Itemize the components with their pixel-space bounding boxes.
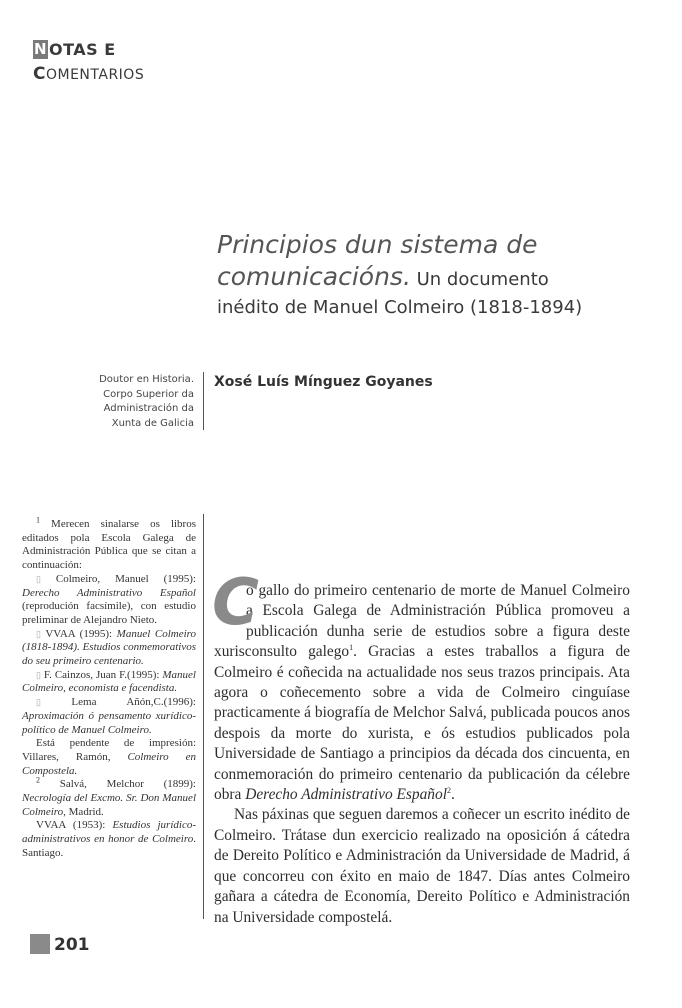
drop-cap-letter: C <box>212 566 259 640</box>
reference-title: Aproximación ó pensamento xurídico-político de Manuel Colmeiro. <box>22 709 196 736</box>
reference-author: Lema Añón,C.(1996): <box>40 696 196 709</box>
reference-item <box>22 696 196 737</box>
article-title-line2 <box>217 262 549 291</box>
reference-item <box>22 573 196 628</box>
bullet-icon: ▯ <box>36 628 41 639</box>
reference-author: VVAA (1953): <box>36 819 113 832</box>
reference-rest: , Madrid. <box>63 805 104 818</box>
bullet-icon: ▯ <box>36 573 41 584</box>
reference-rest: (reprodución facsímile), con estudio preliminar de Alejandro Nieto. <box>22 600 196 626</box>
reference-author: Colmeiro, Manuel (1995): <box>40 572 196 585</box>
bullet-icon: ▯ <box>36 697 41 708</box>
footnote-text: Merecen sinalarse os libros editados pola Escola Galega de Administración Pública que se citan a continuación: <box>22 518 196 572</box>
section-initial-c: C <box>33 64 46 84</box>
work-title: Derecho Administrativo Español <box>245 786 447 804</box>
reference-item <box>22 628 196 669</box>
author-divider <box>203 372 204 430</box>
author-affiliation <box>64 373 194 431</box>
article-body <box>212 566 630 928</box>
footnote-2 <box>22 775 196 819</box>
reference-item <box>22 819 196 860</box>
footnote-divider <box>203 514 204 919</box>
reference-pending <box>22 737 196 778</box>
footnote-1 <box>22 515 196 573</box>
article-title-line1: Principios dun sistema de <box>217 230 538 259</box>
author-name: Xosé Luís Mínguez Goyanes <box>214 374 433 390</box>
article-subtitle-start: Un documento <box>410 269 549 290</box>
section-word-notas: OTAS E <box>49 40 116 59</box>
footnote-ref: 2 <box>446 785 451 795</box>
footnote-marker: 1 <box>36 515 40 525</box>
body-text-run: . Gracias a estes traballos a figura de Colmeiro é coñecida na actualidade nos seus trazos principais. Ata agora o coñecemento sobre a vida de Colmeiro cinguíase practicamente á biografía de Melchor Salvá, publicada poucos anos despois da morte do xurista, e ós estudios publicados pola Universidade de Santiago a principios da década dos cincuenta, en conmemoración do primeiro centenario da publicación da célebre obra <box>214 643 630 804</box>
reference-author: Salvá, Melchor (1899): <box>40 778 196 791</box>
reference-author: VVAA (1995): <box>40 627 117 640</box>
footnotes <box>22 515 197 861</box>
section-header-line1 <box>33 40 116 59</box>
reference-title: Manuel Colmeiro, economista e facendista. <box>22 668 196 695</box>
section-header-line2 <box>33 64 144 84</box>
reference-title: Manuel Colmeiro (1818-1894). Estudios conmemorativos do seu primeiro centenario. <box>22 627 197 668</box>
body-paragraph <box>212 566 630 805</box>
footnote-marker: 2 <box>36 775 40 785</box>
affiliation-line: Corpo Superior da <box>103 388 194 400</box>
reference-title: Colmeiro en Compostela. <box>22 750 197 777</box>
affiliation-line: Administración da <box>103 403 194 414</box>
reference-author: Está pendente de impresión: Villares, Ramón, <box>22 737 196 763</box>
reference-author: F. Cainzos, Juan F.(1995): <box>40 668 163 681</box>
reference-item <box>22 669 196 696</box>
affiliation-line: Xunta de Galicia <box>111 417 194 429</box>
page-number-square-icon <box>30 934 50 954</box>
body-text-run: o gallo do primeiro centenario de morte de Manuel Colmeiro a Escola Galega de Administración Pública promoveu a publicación dunha serie de estudios sobre a figura deste xurisconsulto galego <box>214 582 630 661</box>
page-number: 201 <box>54 935 90 955</box>
section-word-comentarios: OMENTARIOS <box>45 67 145 83</box>
footnote-ref: 1 <box>349 643 354 653</box>
body-paragraph: Nas páxinas que seguen daremos a coñecer un escrito inédito de Colmeiro. Trátase dun exercicio realizado na oposición á cátedra de Dereito Político e Administración da Universidade de Madrid, á que concorreu con éxito en maio de 1847. Días antes Colmeiro gañara a cátedra de Economía, Dereito Político e Administración na Universidade compostelá. <box>214 806 630 926</box>
affiliation-line: Doutor en Historia. <box>99 374 194 385</box>
drop-cap <box>212 566 259 640</box>
reference-title: Derecho Administrativo Español <box>22 586 196 599</box>
body-text-run: . <box>450 786 455 804</box>
reference-title: Necrología del Excmo. Sr. Don Manuel Colmeiro <box>22 792 196 818</box>
reference-rest: . Santiago. <box>22 833 196 859</box>
bullet-icon: ▯ <box>36 669 41 680</box>
article-subtitle-line: inédito de Manuel Colmeiro (1818-1894) <box>217 297 583 318</box>
reference-title: Estudios jurídico-administrativos en honor de Colmeiro <box>22 819 196 846</box>
boxed-initial: N <box>33 40 48 58</box>
article-title-main: comunicacións. <box>217 262 411 291</box>
